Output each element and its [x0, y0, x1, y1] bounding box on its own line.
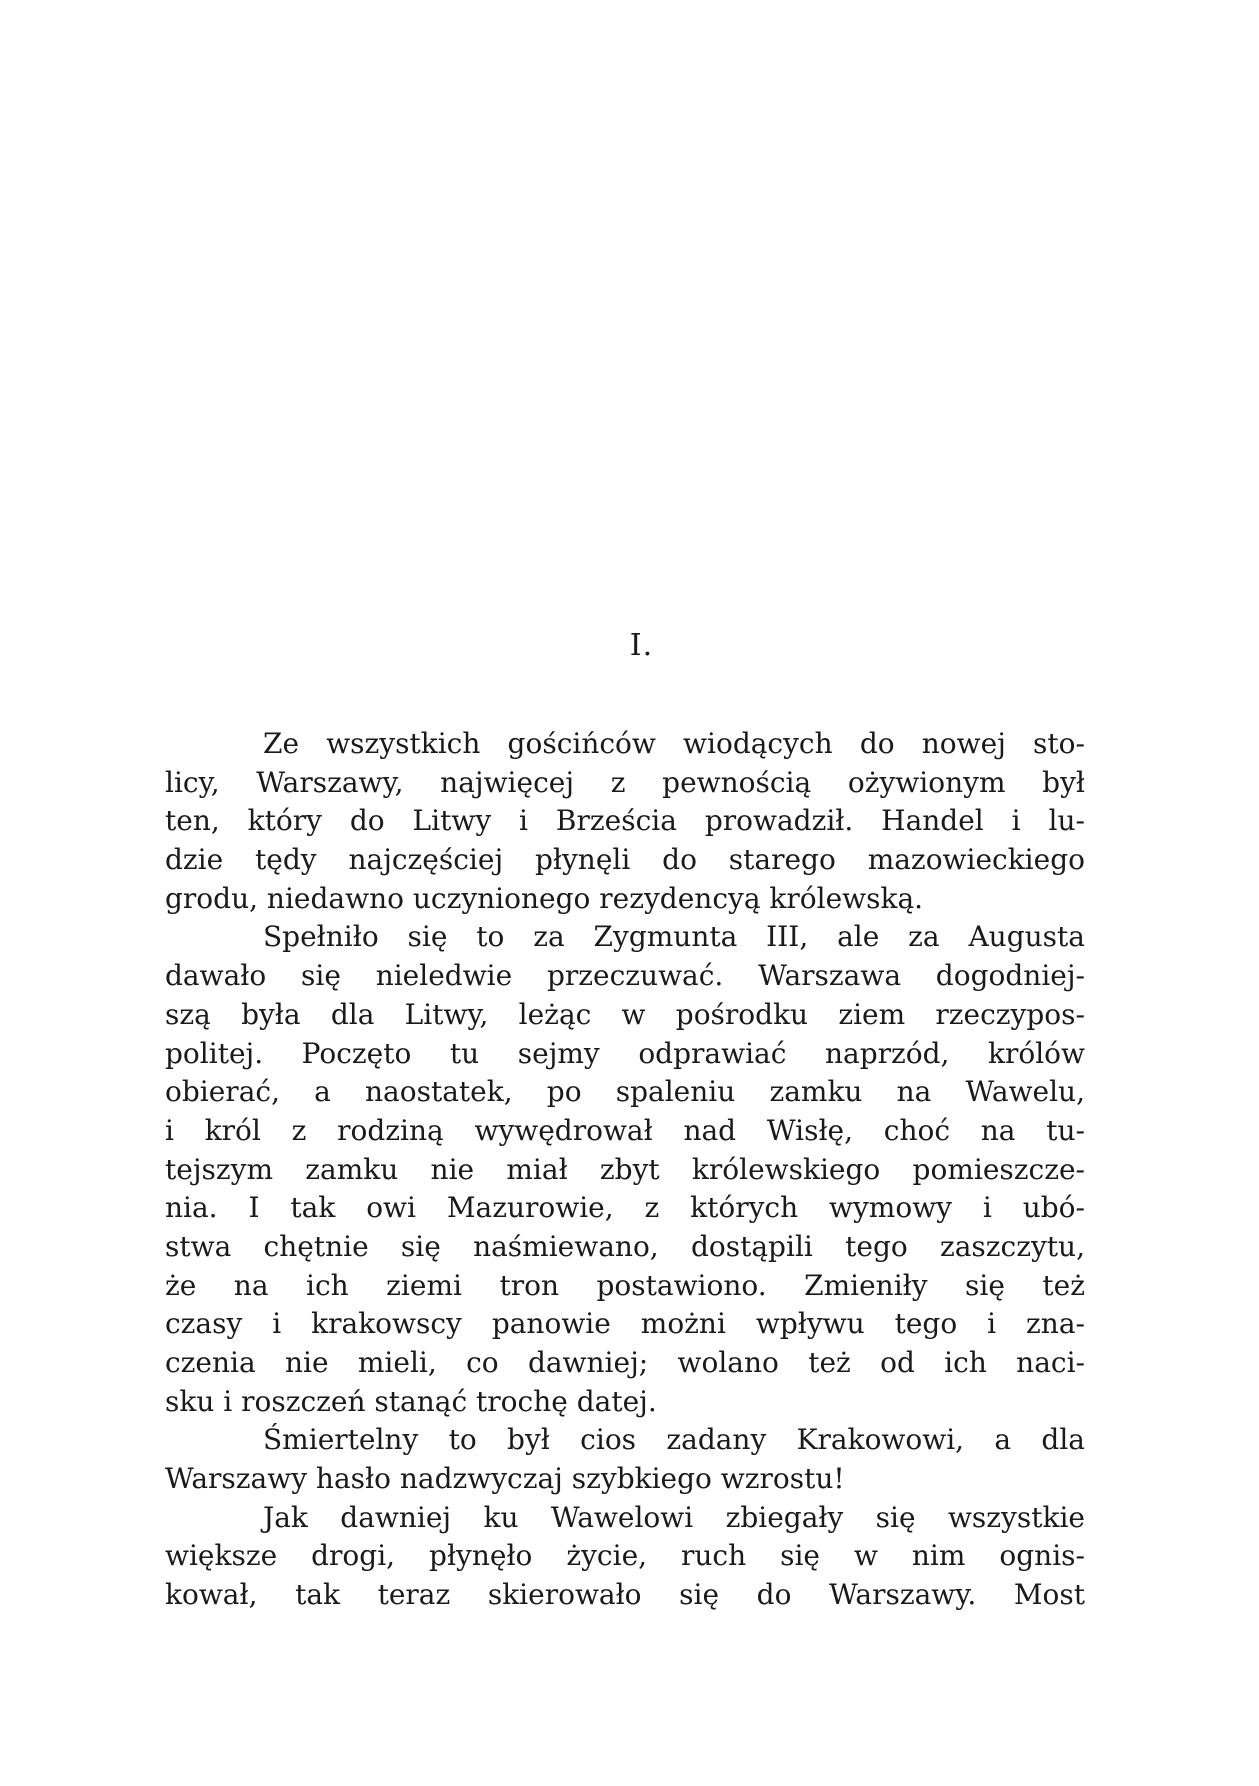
text-line: dawało się nieledwie przeczuwać. Warszawa dogodniej- — [165, 959, 1085, 993]
text-line: szą była dla Litwy, leżąc w pośrodku ziem rzeczypos- — [165, 997, 1085, 1031]
body-text — [165, 725, 1085, 1615]
text-line: kował, tak teraz skierowało się do Warszawy. Most — [165, 1578, 1085, 1612]
text-line: Spełniło się to za Zygmunta III, ale za Augusta — [263, 920, 1085, 954]
text-line: Ze wszystkich gościńców wiodących do nowej sto- — [263, 727, 1085, 760]
text-line: tejszym zamku nie miał zbyt królewskiego pomieszcze- — [165, 1152, 1085, 1186]
text-line: czasy i krakowscy panowie możni wpływu tego i zna- — [165, 1307, 1085, 1341]
text-line: Warszawy hasło nadzwyczaj szybkiego wzrostu! — [165, 1462, 845, 1496]
text-line: stwa chętnie się naśmiewano, dostąpili tego zaszczytu, — [165, 1229, 1085, 1263]
text-line: czenia nie mieli, co dawniej; wolano też od ich naci- — [165, 1346, 1085, 1379]
text-line: dzie tędy najczęściej płynęli do starego mazowieckiego — [165, 843, 1085, 877]
text-line: ten, który do Litwy i Brześcia prowadził. Handel i lu- — [165, 804, 1085, 838]
text-line: że na ich ziemi tron postawiono. Zmieniły się też — [165, 1268, 1085, 1302]
text-line: i król z rodziną wywędrował nad Wisłę, choć na tu- — [165, 1113, 1085, 1147]
text-line: Śmiertelny to był cios zadany Krakowowi, a dla — [263, 1423, 1085, 1457]
text-line: większe drogi, płynęło życie, ruch się w nim ognis- — [165, 1539, 1085, 1573]
text-line: sku i roszczeń stanąć trochę datej. — [165, 1384, 657, 1418]
text-line: politej. Poczęto tu sejmy odprawiać naprzód, królów — [165, 1036, 1085, 1070]
text-line: obierać, a naostatek, po spaleniu zamku na Wawelu, — [165, 1075, 1085, 1109]
text-line: nia. I tak owi Mazurowie, z których wymowy i ubó- — [165, 1191, 1085, 1225]
chapter-heading: I. — [629, 628, 654, 663]
text-line: grodu, niedawno uczynionego rezydencyą królewską. — [165, 881, 924, 915]
text-line: licy, Warszawy, najwięcej z pewnością ożywionym był — [165, 765, 1085, 799]
text-line: Jak dawniej ku Wawelowi zbiegały się wszystkie — [263, 1500, 1085, 1534]
